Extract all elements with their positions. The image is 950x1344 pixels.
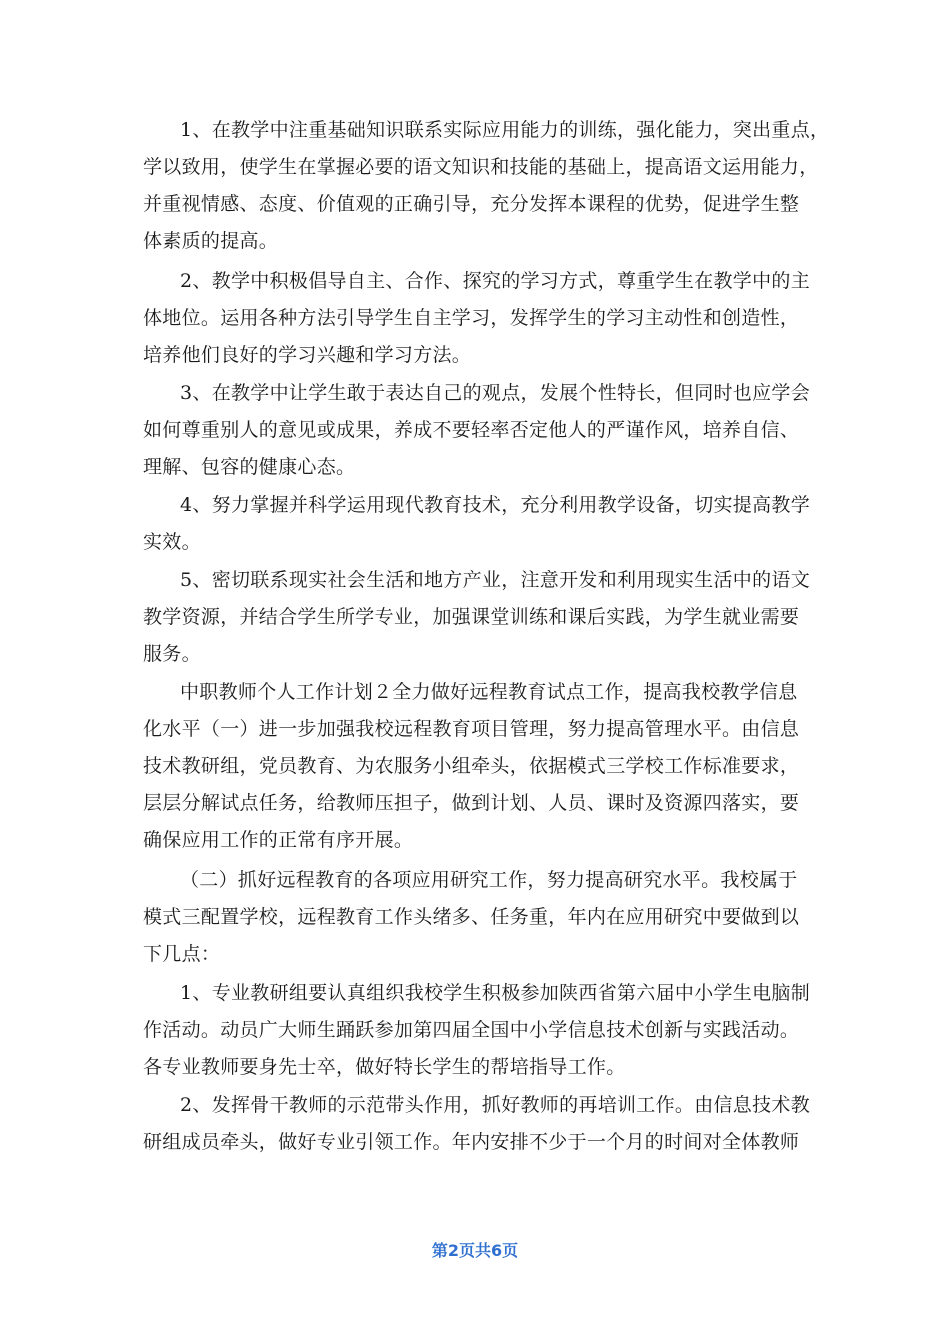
paragraph-line: 中职教师个人工作计划２全力做好远程教育试点工作，提高我校教学信息 (180, 681, 798, 703)
paragraph-line: 确保应用工作的正常有序开展。 (143, 829, 414, 851)
paragraph-line: 如何尊重别人的意见或成果，养成不要轻率否定他人的严谨作风，培养自信、 (143, 419, 800, 441)
paragraph-line: 学以致用，使学生在掌握必要的语文知识和技能的基础上，提高语文运用能力， (143, 156, 819, 178)
paragraph-line: 理解、包容的健康心态。 (143, 456, 356, 478)
paragraph-line: 4、努力掌握并科学运用现代教育技术，充分利用教学设备，切实提高教学 (180, 494, 810, 516)
paragraph-line: 各专业教师要身先士卒，做好特长学生的帮培指导工作。 (143, 1056, 626, 1078)
paragraph-line: 作活动。动员广大师生踊跃参加第四届全国中小学信息技术创新与实践活动。 (143, 1019, 800, 1041)
paragraph-line: 服务。 (143, 643, 201, 665)
paragraph-line: 实效。 (143, 531, 201, 553)
paragraph-line: 技术教研组，党员教育、为农服务小组牵头，依据模式三学校工作标准要求， (143, 755, 800, 777)
paragraph-line: 下几点： (143, 943, 221, 965)
paragraph-line: 2、发挥骨干教师的示范带头作用，抓好教师的再培训工作。由信息技术教 (180, 1094, 810, 1116)
paragraph-line: 1、专业教研组要认真组织我校学生积极参加陕西省第六届中小学生电脑制 (180, 982, 810, 1004)
paragraph-line: 培养他们良好的学习兴趣和学习方法。 (143, 344, 472, 366)
page-number: 第2页共6页 (431, 1241, 519, 1260)
paragraph-line: 1、在教学中注重基础知识联系实际应用能力的训练，强化能力，突出重点， (180, 119, 830, 141)
paragraph-line: 3、在教学中让学生敢于表达自己的观点，发展个性特长，但同时也应学会 (180, 382, 810, 404)
paragraph-line: 研组成员牵头，做好专业引领工作。年内安排不少于一个月的时间对全体教师 (143, 1131, 800, 1153)
paragraph-line: 2、教学中积极倡导自主、合作、探究的学习方式，尊重学生在教学中的主 (180, 270, 810, 292)
paragraph-line: 模式三配置学校，远程教育工作头绪多、任务重，年内在应用研究中要做到以 (143, 906, 800, 928)
paragraph-line: （二）抓好远程教育的各项应用研究工作，努力提高研究水平。我校属于 (180, 869, 798, 891)
paragraph-line: 教学资源，并结合学生所学专业，加强课堂训练和课后实践，为学生就业需要 (143, 606, 800, 628)
paragraph-line: 层层分解试点任务，给教师压担子，做到计划、人员、课时及资源四落实，要 (143, 792, 800, 814)
paragraph-line: 体地位。运用各种方法引导学生自主学习，发挥学生的学习主动性和创造性， (143, 307, 800, 329)
paragraph-line: 并重视情感、态度、价值观的正确引导，充分发挥本课程的优势，促进学生整 (143, 193, 800, 215)
paragraph-line: 5、密切联系现实社会生活和地方产业，注意开发和利用现实生活中的语文 (180, 569, 810, 591)
paragraph-line: 体素质的提高。 (143, 230, 279, 252)
paragraph-line: 化水平（一）进一步加强我校远程教育项目管理，努力提高管理水平。由信息 (143, 718, 800, 740)
